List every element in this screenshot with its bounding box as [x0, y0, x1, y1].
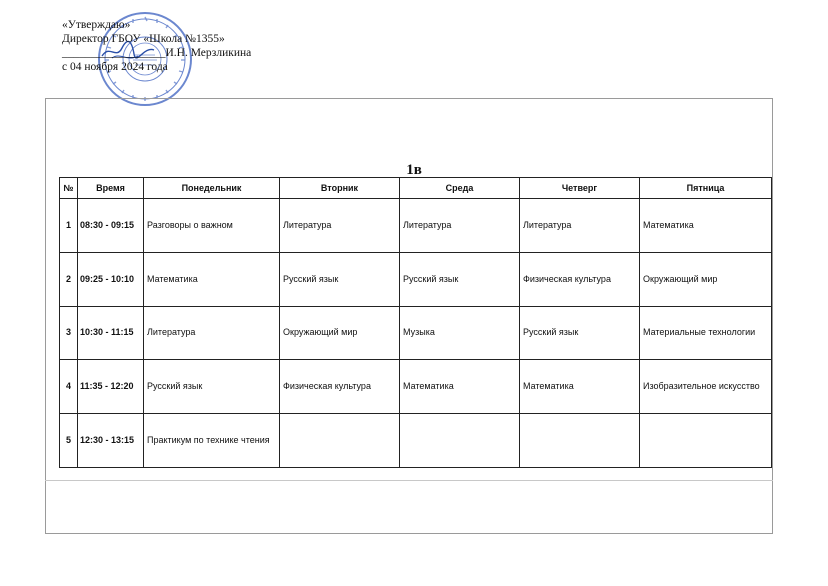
class-title: 1в [406, 162, 422, 178]
header-thursday: Четверг [520, 178, 640, 199]
approval-block [62, 18, 251, 74]
lesson-time: 10:30 - 11:15 [78, 306, 144, 360]
lesson-number: 2 [60, 252, 78, 306]
monday-lesson: Математика [144, 252, 280, 306]
thursday-lesson: Физическая культура [520, 252, 640, 306]
schedule-table [59, 177, 772, 468]
friday-lesson: Материальные технологии [640, 306, 772, 360]
lesson-time: 12:30 - 13:15 [78, 414, 144, 468]
approval-director-name: И.Н. Мерзликина [165, 47, 252, 59]
table-row [60, 414, 772, 468]
header-num: № [60, 178, 78, 199]
tuesday-lesson: Русский язык [280, 252, 400, 306]
friday-lesson [640, 414, 772, 468]
header-time: Время [78, 178, 144, 199]
wednesday-lesson: Литература [400, 199, 520, 253]
table-row [60, 252, 772, 306]
friday-lesson: Изобразительное искусство [640, 360, 772, 414]
approval-date: с 04 ноября 2024 года [62, 61, 168, 73]
friday-lesson: Математика [640, 199, 772, 253]
thursday-lesson: Литература [520, 199, 640, 253]
header-row [60, 178, 772, 199]
approval-signature-line: __________________И.Н. Мерзликина [62, 47, 252, 59]
monday-lesson: Разговоры о важном [144, 199, 280, 253]
wednesday-lesson [400, 414, 520, 468]
table-row [60, 360, 772, 414]
frame-divider [45, 480, 773, 481]
lesson-number: 3 [60, 306, 78, 360]
friday-lesson: Окружающий мир [640, 252, 772, 306]
tuesday-lesson: Литература [280, 199, 400, 253]
wednesday-lesson: Русский язык [400, 252, 520, 306]
table-row [60, 306, 772, 360]
lesson-time: 11:35 - 12:20 [78, 360, 144, 414]
monday-lesson: Практикум по технике чтения [144, 414, 280, 468]
tuesday-lesson [280, 414, 400, 468]
lesson-number: 4 [60, 360, 78, 414]
thursday-lesson [520, 414, 640, 468]
approval-director: Директор ГБОУ «Школа №1355» [62, 33, 225, 45]
header-wednesday: Среда [400, 178, 520, 199]
lesson-number: 1 [60, 199, 78, 253]
wednesday-lesson: Музыка [400, 306, 520, 360]
monday-lesson: Русский язык [144, 360, 280, 414]
thursday-lesson: Математика [520, 360, 640, 414]
tuesday-lesson: Физическая культура [280, 360, 400, 414]
table-row [60, 199, 772, 253]
lesson-number: 5 [60, 414, 78, 468]
header-friday: Пятница [640, 178, 772, 199]
wednesday-lesson: Математика [400, 360, 520, 414]
thursday-lesson: Русский язык [520, 306, 640, 360]
tuesday-lesson: Окружающий мир [280, 306, 400, 360]
approval-title: «Утверждаю» [62, 19, 131, 31]
header-tuesday: Вторник [280, 178, 400, 199]
header-monday: Понедельник [144, 178, 280, 199]
lesson-time: 08:30 - 09:15 [78, 199, 144, 253]
monday-lesson: Литература [144, 306, 280, 360]
lesson-time: 09:25 - 10:10 [78, 252, 144, 306]
